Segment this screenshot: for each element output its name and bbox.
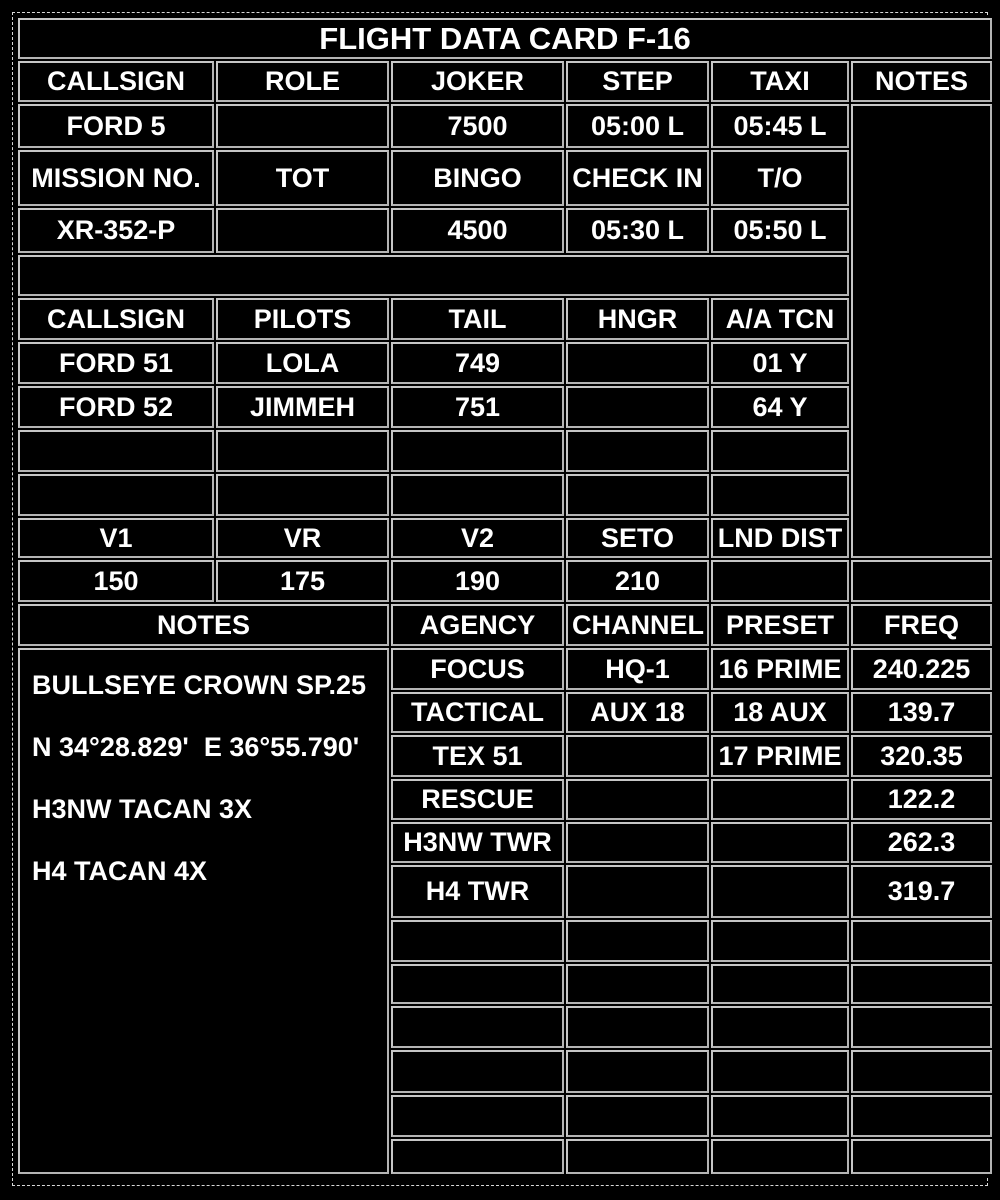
- value-agency: [391, 1006, 564, 1048]
- value-preset: [711, 822, 849, 863]
- vspeed-header-row: [18, 518, 992, 558]
- header-vr: VR: [216, 518, 389, 558]
- value-lnd-dist: [711, 560, 849, 602]
- value-preset: [711, 1139, 849, 1174]
- header-channel: CHANNEL: [566, 604, 709, 646]
- value-channel: HQ-1: [566, 648, 709, 690]
- value-channel: [566, 735, 709, 777]
- value-vr: 175: [216, 560, 389, 602]
- header-check-in: CHECK IN: [566, 150, 709, 206]
- header-v1: V1: [18, 518, 214, 558]
- value-bingo: 4500: [391, 208, 564, 253]
- flight-info-header-row: [18, 61, 992, 102]
- value-mission-no: XR-352-P: [18, 208, 214, 253]
- value-freq: [851, 964, 992, 1004]
- value-member-callsign: [18, 474, 214, 516]
- value-tot: [216, 208, 389, 253]
- flight-info-row2: [18, 208, 992, 253]
- header-mission-no: MISSION NO.: [18, 150, 214, 206]
- member-row: [18, 386, 992, 428]
- flight-data-card: [12, 12, 988, 1186]
- value-freq: [851, 920, 992, 962]
- value-member-callsign: [18, 430, 214, 472]
- value-channel: [566, 865, 709, 918]
- member-row: [18, 474, 992, 516]
- value-channel: [566, 1095, 709, 1137]
- value-freq: [851, 1006, 992, 1048]
- value-agency: [391, 964, 564, 1004]
- header-agency: AGENCY: [391, 604, 564, 646]
- header-lnd-dist: LND DIST: [711, 518, 849, 558]
- header-preset: PRESET: [711, 604, 849, 646]
- value-v1: 150: [18, 560, 214, 602]
- value-freq: 139.7: [851, 692, 992, 733]
- value-member-callsign: FORD 51: [18, 342, 214, 384]
- value-tail: [391, 430, 564, 472]
- header-notes-column: NOTES: [851, 61, 992, 102]
- value-preset: [711, 1006, 849, 1048]
- value-takeoff: 05:50 L: [711, 208, 849, 253]
- header-joker: JOKER: [391, 61, 564, 102]
- value-tail: 749: [391, 342, 564, 384]
- value-preset: 17 PRIME: [711, 735, 849, 777]
- value-check-in: 05:30 L: [566, 208, 709, 253]
- value-hngr: [566, 386, 709, 428]
- value-taxi: 05:45 L: [711, 104, 849, 148]
- header-taxi: TAXI: [711, 61, 849, 102]
- value-pilot: LOLA: [216, 342, 389, 384]
- header-role: ROLE: [216, 61, 389, 102]
- value-preset: [711, 865, 849, 918]
- member-row: [18, 430, 992, 472]
- notes-line-bullseye: BULLSEYE CROWN SP.25: [32, 670, 367, 700]
- value-preset: [711, 1050, 849, 1093]
- value-agency: H4 TWR: [391, 865, 564, 918]
- card-title: FLIGHT DATA CARD F-16: [18, 18, 992, 59]
- value-preset: [711, 920, 849, 962]
- value-preset: [711, 964, 849, 1004]
- notes-line-h4-tacan: H4 TACAN 4X: [32, 856, 208, 886]
- header-aa-tcn: A/A TCN: [711, 298, 849, 340]
- value-freq: 122.2: [851, 779, 992, 820]
- value-agency: TACTICAL: [391, 692, 564, 733]
- value-freq: 262.3: [851, 822, 992, 863]
- spacer-row: [18, 255, 992, 296]
- value-freq: [851, 1095, 992, 1137]
- header-members-callsign: CALLSIGN: [18, 298, 214, 340]
- vspeed-value-row: [18, 560, 992, 602]
- notes-line-coordinates: N 34°28.829' E 36°55.790': [32, 732, 360, 762]
- value-channel: [566, 964, 709, 1004]
- header-v2: V2: [391, 518, 564, 558]
- radio-row: [18, 648, 992, 690]
- flight-data-table: [16, 16, 994, 1176]
- header-bingo: BINGO: [391, 150, 564, 206]
- value-channel: [566, 779, 709, 820]
- header-tail: TAIL: [391, 298, 564, 340]
- header-callsign: CALLSIGN: [18, 61, 214, 102]
- value-freq: [851, 1050, 992, 1093]
- value-tail: [391, 474, 564, 516]
- header-takeoff: T/O: [711, 150, 849, 206]
- value-flight-callsign: FORD 5: [18, 104, 214, 148]
- value-step: 05:00 L: [566, 104, 709, 148]
- header-pilots: PILOTS: [216, 298, 389, 340]
- value-agency: [391, 1095, 564, 1137]
- value-hngr: [566, 474, 709, 516]
- header-seto: SETO: [566, 518, 709, 558]
- value-freq: [851, 1139, 992, 1174]
- value-agency: FOCUS: [391, 648, 564, 690]
- header-tot: TOT: [216, 150, 389, 206]
- notes-text-cell: [18, 648, 389, 1174]
- value-freq: 319.7: [851, 865, 992, 918]
- value-pilot: [216, 474, 389, 516]
- value-aa-tcn: [711, 430, 849, 472]
- notes-column-footer-cell: [851, 560, 992, 602]
- value-preset: [711, 1095, 849, 1137]
- value-agency: [391, 1050, 564, 1093]
- value-agency: RESCUE: [391, 779, 564, 820]
- value-channel: [566, 1006, 709, 1048]
- value-seto: 210: [566, 560, 709, 602]
- value-freq: 240.225: [851, 648, 992, 690]
- value-freq: 320.35: [851, 735, 992, 777]
- member-row: [18, 342, 992, 384]
- value-agency: H3NW TWR: [391, 822, 564, 863]
- flight-info-row1: [18, 104, 992, 148]
- members-header-row: [18, 298, 992, 340]
- value-preset: [711, 779, 849, 820]
- value-member-callsign: FORD 52: [18, 386, 214, 428]
- value-joker: 7500: [391, 104, 564, 148]
- value-channel: [566, 920, 709, 962]
- value-role: [216, 104, 389, 148]
- value-pilot: JIMMEH: [216, 386, 389, 428]
- notes-column-cell: [851, 104, 992, 558]
- header-step: STEP: [566, 61, 709, 102]
- value-tail: 751: [391, 386, 564, 428]
- value-agency: [391, 920, 564, 962]
- value-aa-tcn: [711, 474, 849, 516]
- value-channel: [566, 1139, 709, 1174]
- value-aa-tcn: 01 Y: [711, 342, 849, 384]
- flight-info-label-row2: [18, 150, 992, 206]
- title-row: [18, 18, 992, 59]
- value-hngr: [566, 342, 709, 384]
- spacer-row-cell: [18, 255, 849, 296]
- header-hngr: HNGR: [566, 298, 709, 340]
- value-agency: [391, 1139, 564, 1174]
- header-freq: FREQ: [851, 604, 992, 646]
- value-preset: 18 AUX: [711, 692, 849, 733]
- value-channel: [566, 822, 709, 863]
- value-pilot: [216, 430, 389, 472]
- value-agency: TEX 51: [391, 735, 564, 777]
- value-aa-tcn: 64 Y: [711, 386, 849, 428]
- notes-line-h3nw-tacan: H3NW TACAN 3X: [32, 794, 253, 824]
- value-v2: 190: [391, 560, 564, 602]
- value-hngr: [566, 430, 709, 472]
- radio-header-row: [18, 604, 992, 646]
- value-channel: [566, 1050, 709, 1093]
- value-preset: 16 PRIME: [711, 648, 849, 690]
- value-channel: AUX 18: [566, 692, 709, 733]
- header-notes-section: NOTES: [18, 604, 389, 646]
